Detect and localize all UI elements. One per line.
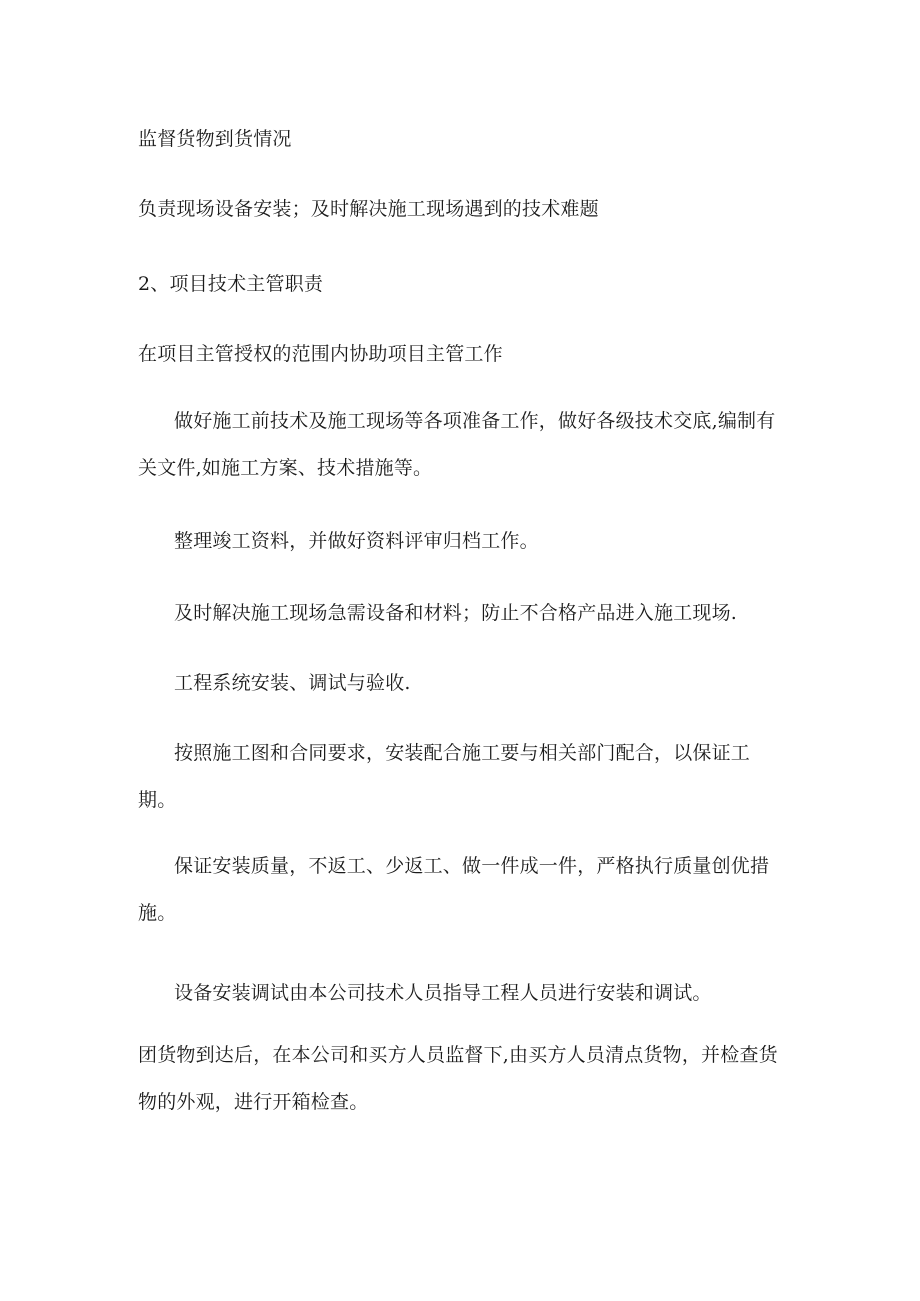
- paragraph-construction-drawings: 按照施工图和合同要求，安装配合施工要与相关部门配合，以保证工期。: [138, 742, 751, 811]
- paragraph-preparation-work: 做好施工前技术及施工现场等各项准备工作，做好各级技术交底,编制有关文件,如施工方案、技术措施等。: [138, 410, 776, 479]
- section-heading-technical-lead-duties: 2、项目技术主管职责: [138, 273, 324, 295]
- paragraph-completion-documents: 整理竣工资料，并做好资料评审归档工作。: [174, 530, 539, 552]
- paragraph-goods-inspection: 团货物到达后，在本公司和买方人员监督下,由买方人员清点货物，并检查货物的外观，进行开箱检查。: [138, 1044, 778, 1113]
- paragraph-onsite-installation: 负责现场设备安装；及时解决施工现场遇到的技术难题: [138, 198, 599, 220]
- paragraph-installation-quality: 保证安装质量，不返工、少返工、做一件成一件，严格执行质量创优措施。: [138, 855, 770, 924]
- paragraph-commissioning: 设备安装调试由本公司技术人员指导工程人员进行安装和调试。: [174, 982, 712, 1004]
- paragraph-assist-project-lead: 在项目主管授权的范围内协助项目主管工作: [138, 343, 503, 365]
- paragraph-goods-arrival-supervision: 监督货物到货情况: [138, 128, 292, 150]
- paragraph-system-installation: 工程系统安装、调试与验收.: [174, 672, 411, 694]
- paragraph-urgent-materials: 及时解决施工现场急需设备和材料；防止不合格产品进入施工现场.: [174, 602, 738, 624]
